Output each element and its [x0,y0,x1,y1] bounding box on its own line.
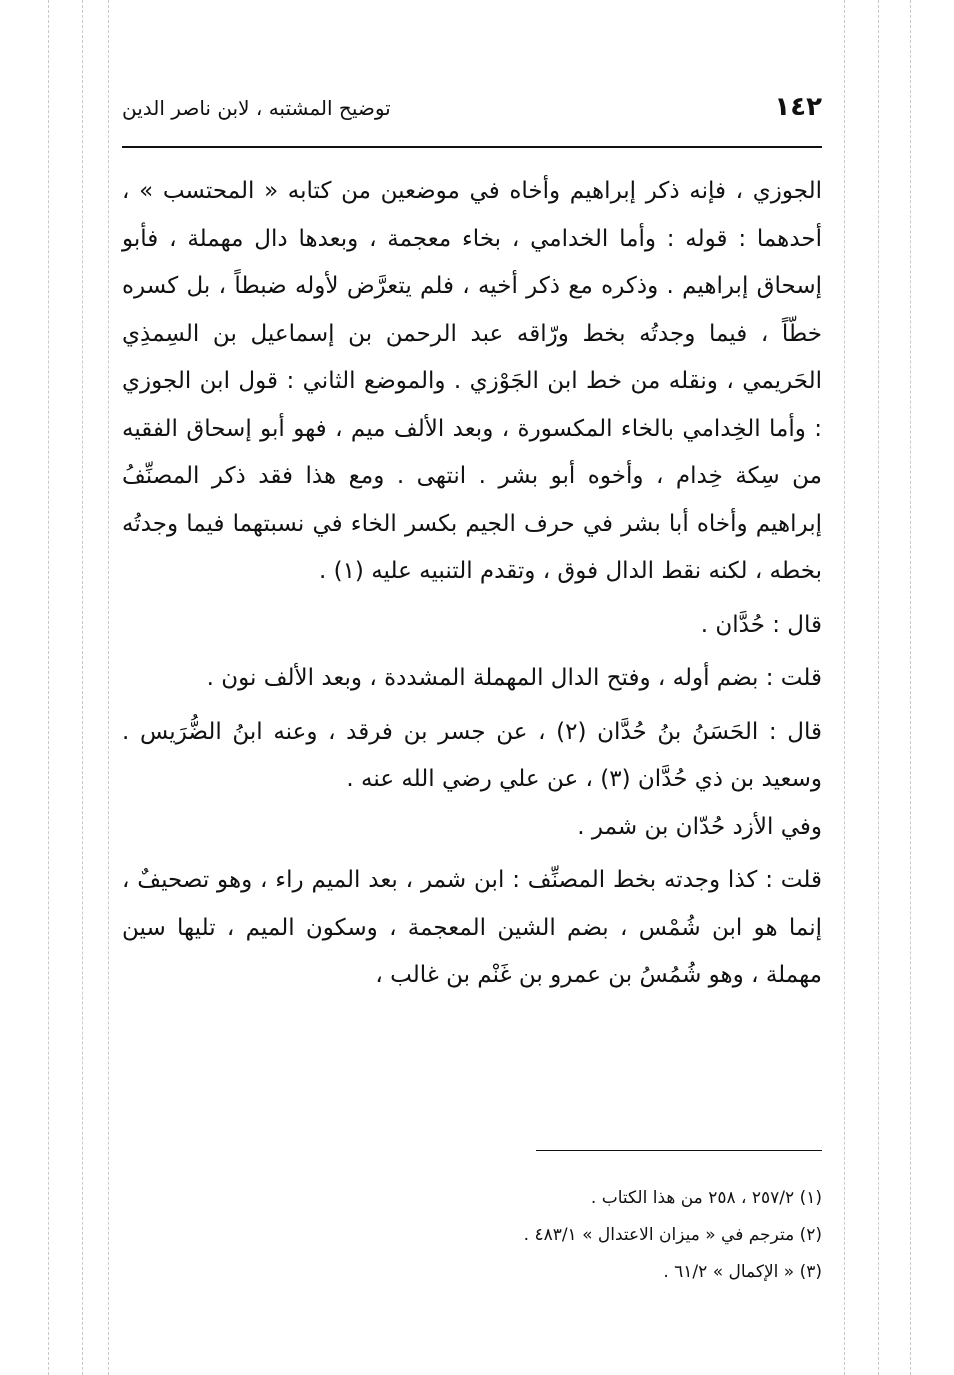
scan-artifact-line [878,0,879,1375]
paragraph: قلت : كذا وجدته بخط المصنِّف : ابن شمر ، بعد الميم راء ، وهو تصحيفٌ ، إنما هو ابن شُمْس ، بضم الشين المعجمة ، وسكون الميم ، تليها سين مهملة ، وهو شُمُسُ بن عمرو بن غَنْم بن غالب ، [122,867,822,988]
scan-artifact-line [82,0,83,1375]
page-number: ١٤٢ [774,92,822,122]
footnote-2: (٢) مترجم في « ميزان الاعتدال » ٤٨٣/١ . [523,1225,822,1245]
header-divider [122,146,822,148]
footnote-1: (١) ٢٥٧/٢ ، ٢٥٨ من هذا الكتاب . [590,1188,822,1208]
running-title: توضيح المشتبه ، لابن ناصر الدين [122,96,391,120]
scan-artifact-line [844,0,845,1375]
scan-artifact-line [910,0,911,1375]
main-text [122,168,822,1000]
scan-artifact-line [48,0,49,1375]
paragraph: وفي الأزد حُدّان بن شمر . [577,813,822,840]
footnotes [422,1180,822,1291]
paragraph: قال : الحَسَنُ بنُ حُدَّان (٢) ، عن جسر بن فرقد ، وعنه ابنُ الضُّرَيس . وسعيد بن ذي حُدَّان (٣) ، عن علي رضي الله عنه . [122,718,822,792]
scan-artifact-line [108,0,109,1375]
footnote-divider [536,1150,822,1151]
page-header [122,92,822,132]
paragraph: قلت : بضم أوله ، وفتح الدال المهملة المشددة ، وبعد الألف نون . [206,665,822,691]
paragraph: الجوزي ، فإنه ذكر إبراهيم وأخاه في موضعين من كتابه « المحتسب » ، أحدهما : قوله : وأما الخدامي ، بخاء معجمة ، وبعدها دال مهملة ، فأبو إسحاق إبراهيم . وذكره مع ذكر أخيه ، فلم يتعرَّض لأوله ضبطاً ، بل كسره خطّاً ، فيما وجدتُه بخط ورّاقه عبد الرحمن بن إسماعيل بن السِمذِي الحَريمي ، ونقله من خط ابن الجَوْزي . والموضع الثاني : قول ابن الجوزي : وأما الخِدامي بالخاء المكسورة ، وبعد الألف ميم ، فهو أبو إسحاق الفقيه من سِكة خِدام ، وأخوه أبو بشر . انتهى . ومع هذا فقد ذكر المصنِّفُ إبراهيم وأخاه أبا بشر في حرف الجيم بكسر الخاء في نسبتهما فيما وجدتُه بخطه ، لكنه نقط الدال فوق ، وتقدم التنبيه عليه (١) . [122,178,822,584]
footnote-3: (٣) « الإكمال » ٦١/٢ . [663,1262,822,1282]
paragraph: قال : حُدَّان . [700,611,822,638]
